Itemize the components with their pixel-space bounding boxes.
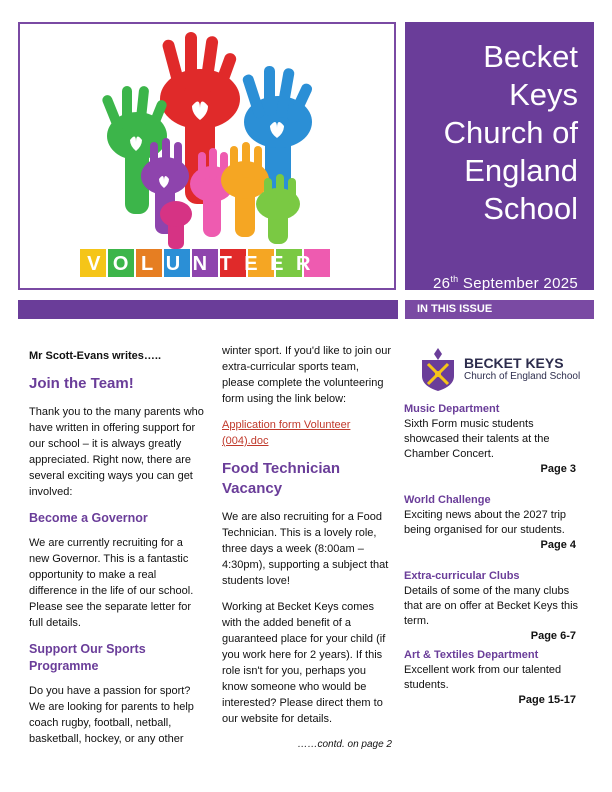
issue-page: Page 15-17 bbox=[518, 694, 576, 706]
date-day: 26 bbox=[433, 275, 451, 292]
title-panel bbox=[405, 22, 594, 290]
application-form-link[interactable]: Application form Volunteer (004).doc bbox=[222, 419, 351, 447]
issue-description: Excellent work from our talented students. bbox=[404, 664, 562, 691]
issue-description: Details of some of the many clubs that are on offer at Becket Keys this term. bbox=[404, 585, 579, 627]
date-rest: September 2025 bbox=[458, 275, 578, 292]
column-2 bbox=[222, 343, 392, 753]
volunteer-hero-image bbox=[18, 22, 396, 290]
in-this-issue-bar: IN THIS ISSUE bbox=[405, 300, 594, 319]
volunteer-hands-illustration bbox=[20, 24, 394, 288]
intro-paragraph: Thank you to the many parents who have written in offering support for our school – it is always greatly appreciated. Right now, there are several exciting ways you can get involved: bbox=[29, 406, 204, 498]
issue-title: Extra-curricular Clubs bbox=[404, 570, 520, 582]
in-this-issue-column bbox=[404, 346, 590, 724]
school-logo bbox=[418, 346, 590, 392]
orange-hand-icon bbox=[221, 142, 269, 237]
school-title: Becket Keys Church of England School bbox=[443, 39, 578, 226]
sports-heading: Support Our Sports Programme bbox=[29, 642, 146, 673]
food-technician-paragraph: We are also recruiting for a Food Technician. This is a lovely role, three days a week (8:00am – 4:30pm), supporting a subject that students love! bbox=[222, 511, 389, 587]
writer-line: Mr Scott-Evans writes….. bbox=[29, 350, 162, 362]
issue-title: World Challenge bbox=[404, 494, 491, 506]
issue-page: Page 6-7 bbox=[530, 630, 576, 642]
issue-title: Music Department bbox=[404, 403, 500, 415]
logo-name: BECKET KEYS bbox=[464, 355, 564, 371]
divider-bar bbox=[18, 300, 398, 319]
issue-item-clubs[interactable] bbox=[404, 569, 590, 644]
join-heading: Join the Team! bbox=[29, 375, 134, 392]
crest-icon bbox=[418, 346, 458, 392]
issue-item-music[interactable] bbox=[404, 402, 590, 477]
issue-description: Exciting news about the 2027 trip being organised for our students. bbox=[404, 509, 567, 536]
issue-item-world-challenge[interactable] bbox=[404, 493, 590, 553]
volunteer-letter-blocks bbox=[80, 249, 330, 277]
issue-description: Sixth Form music students showcased their talents at the Chamber Concert. bbox=[404, 418, 550, 460]
volunteer-word: VOLUNTEER bbox=[87, 253, 323, 275]
date-suffix: th bbox=[450, 274, 459, 284]
issue-page: Page 3 bbox=[540, 463, 576, 475]
issue-date bbox=[433, 274, 578, 292]
sports-continued-paragraph: winter sport. If you'd like to join our extra-curricular sports team, please complete the volunteering form using the link below: bbox=[222, 345, 392, 405]
governor-heading: Become a Governor bbox=[29, 511, 148, 525]
benefit-paragraph: Working at Becket Keys comes with the added benefit of a guaranteed place for your child (if you work here for 2 years). If this role isn't for you, perhaps you know someone who would be interested? Please direct them to our website for details. bbox=[222, 601, 386, 725]
column-1 bbox=[29, 340, 205, 757]
issue-title: Art & Textiles Department bbox=[404, 649, 539, 661]
sports-paragraph: Do you have a passion for sport? We are looking for parents to help coach rugby, football, netball, basketball, hockey, or any other bbox=[29, 685, 194, 745]
issue-page: Page 4 bbox=[540, 539, 576, 551]
food-technician-heading: Food Technician Vacancy bbox=[222, 460, 341, 497]
logo-subtitle: Church of England School bbox=[464, 371, 581, 382]
governor-paragraph: We are currently recruiting for a new Governor. This is a fantastic opportunity to make a real difference in the life of our school. Please see the separate letter for full details. bbox=[29, 537, 194, 629]
issue-item-art-textiles[interactable] bbox=[404, 648, 590, 708]
continued-note: ……contd. on page 2 bbox=[297, 739, 392, 750]
